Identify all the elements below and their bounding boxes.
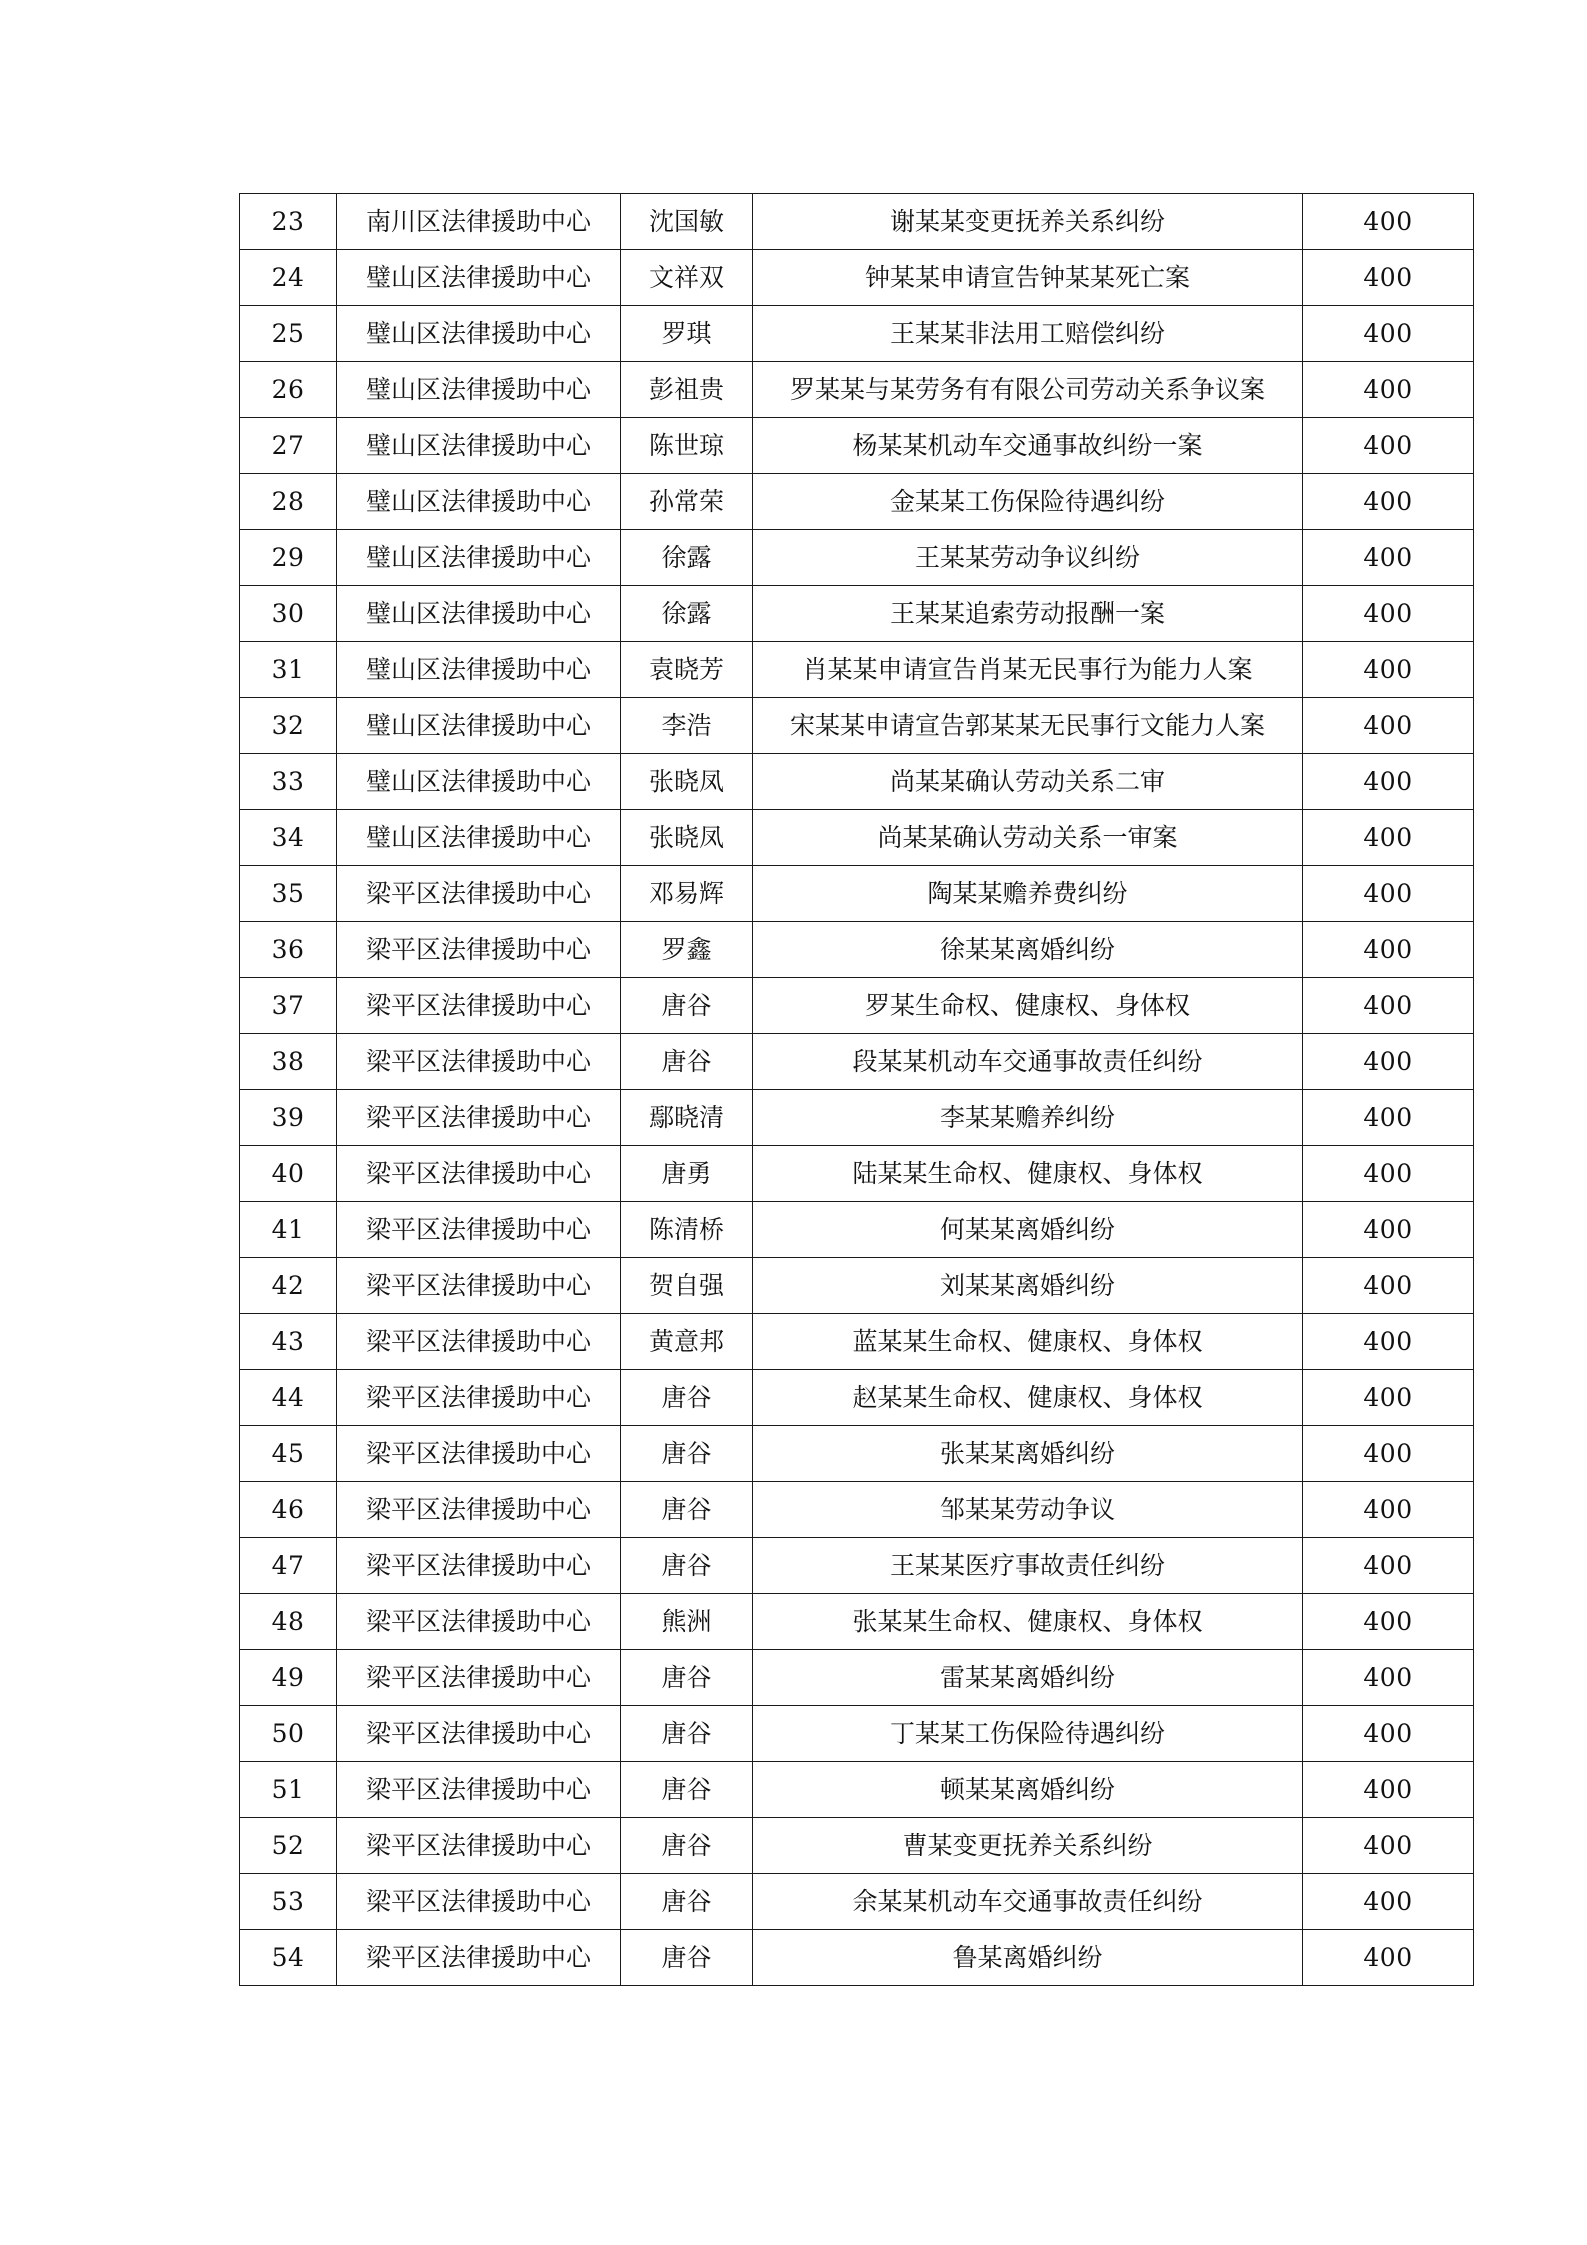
row-number: 52 (240, 1818, 337, 1874)
subsidy-amount: 400 (1303, 1314, 1474, 1370)
table-row (240, 1146, 1474, 1202)
lawyer-name: 唐谷 (621, 1930, 753, 1986)
table-row (240, 1034, 1474, 1090)
subsidy-amount: 400 (1303, 1090, 1474, 1146)
lawyer-name: 孙常荣 (621, 474, 753, 530)
table-row (240, 1930, 1474, 1986)
lawyer-name: 李浩 (621, 698, 753, 754)
legal-aid-case-table (239, 193, 1474, 1986)
table-row (240, 1538, 1474, 1594)
table-row (240, 418, 1474, 474)
aid-center-name: 梁平区法律援助中心 (337, 1034, 621, 1090)
aid-center-name: 璧山区法律援助中心 (337, 642, 621, 698)
aid-center-name: 梁平区法律援助中心 (337, 1762, 621, 1818)
lawyer-name: 陈清桥 (621, 1202, 753, 1258)
case-title: 王某某劳动争议纠纷 (753, 530, 1303, 586)
row-number: 35 (240, 866, 337, 922)
case-title: 宋某某申请宣告郭某某无民事行文能力人案 (753, 698, 1303, 754)
aid-center-name: 璧山区法律援助中心 (337, 362, 621, 418)
lawyer-name: 唐谷 (621, 1370, 753, 1426)
table-row (240, 866, 1474, 922)
aid-center-name: 璧山区法律援助中心 (337, 250, 621, 306)
subsidy-amount: 400 (1303, 474, 1474, 530)
case-title: 杨某某机动车交通事故纠纷一案 (753, 418, 1303, 474)
table-row (240, 1874, 1474, 1930)
lawyer-name: 唐谷 (621, 1482, 753, 1538)
table-row (240, 1090, 1474, 1146)
case-title: 尚某某确认劳动关系二审 (753, 754, 1303, 810)
aid-center-name: 梁平区法律援助中心 (337, 1706, 621, 1762)
row-number: 46 (240, 1482, 337, 1538)
case-title: 陆某某生命权、健康权、身体权 (753, 1146, 1303, 1202)
subsidy-amount: 400 (1303, 1034, 1474, 1090)
row-number: 28 (240, 474, 337, 530)
row-number: 40 (240, 1146, 337, 1202)
table-row (240, 754, 1474, 810)
aid-center-name: 梁平区法律援助中心 (337, 1650, 621, 1706)
lawyer-name: 唐谷 (621, 1874, 753, 1930)
lawyer-name: 罗鑫 (621, 922, 753, 978)
row-number: 53 (240, 1874, 337, 1930)
subsidy-amount: 400 (1303, 306, 1474, 362)
row-number: 41 (240, 1202, 337, 1258)
case-title: 罗某某与某劳务有有限公司劳动关系争议案 (753, 362, 1303, 418)
lawyer-name: 唐谷 (621, 1426, 753, 1482)
aid-center-name: 梁平区法律援助中心 (337, 1594, 621, 1650)
lawyer-name: 鄢晓清 (621, 1090, 753, 1146)
aid-center-name: 璧山区法律援助中心 (337, 754, 621, 810)
case-title: 金某某工伤保险待遇纠纷 (753, 474, 1303, 530)
row-number: 31 (240, 642, 337, 698)
subsidy-amount: 400 (1303, 250, 1474, 306)
lawyer-name: 唐谷 (621, 1706, 753, 1762)
row-number: 45 (240, 1426, 337, 1482)
lawyer-name: 唐谷 (621, 978, 753, 1034)
aid-center-name: 梁平区法律援助中心 (337, 1146, 621, 1202)
table-row (240, 1594, 1474, 1650)
case-title: 张某某离婚纠纷 (753, 1426, 1303, 1482)
row-number: 38 (240, 1034, 337, 1090)
subsidy-amount: 400 (1303, 1426, 1474, 1482)
lawyer-name: 张晓凤 (621, 754, 753, 810)
case-table-body (240, 194, 1474, 1986)
lawyer-name: 贺自强 (621, 1258, 753, 1314)
aid-center-name: 璧山区法律援助中心 (337, 698, 621, 754)
aid-center-name: 梁平区法律援助中心 (337, 1482, 621, 1538)
aid-center-name: 梁平区法律援助中心 (337, 1818, 621, 1874)
row-number: 34 (240, 810, 337, 866)
case-title: 丁某某工伤保险待遇纠纷 (753, 1706, 1303, 1762)
row-number: 54 (240, 1930, 337, 1986)
subsidy-amount: 400 (1303, 530, 1474, 586)
row-number: 44 (240, 1370, 337, 1426)
case-title: 陶某某赡养费纠纷 (753, 866, 1303, 922)
aid-center-name: 梁平区法律援助中心 (337, 978, 621, 1034)
aid-center-name: 璧山区法律援助中心 (337, 530, 621, 586)
lawyer-name: 文祥双 (621, 250, 753, 306)
aid-center-name: 璧山区法律援助中心 (337, 810, 621, 866)
table-row (240, 362, 1474, 418)
table-row (240, 978, 1474, 1034)
subsidy-amount: 400 (1303, 1818, 1474, 1874)
row-number: 33 (240, 754, 337, 810)
table-row (240, 1818, 1474, 1874)
row-number: 32 (240, 698, 337, 754)
table-row (240, 1706, 1474, 1762)
subsidy-amount: 400 (1303, 1874, 1474, 1930)
aid-center-name: 梁平区法律援助中心 (337, 922, 621, 978)
case-title: 顿某某离婚纠纷 (753, 1762, 1303, 1818)
row-number: 29 (240, 530, 337, 586)
table-row (240, 810, 1474, 866)
table-row (240, 530, 1474, 586)
row-number: 27 (240, 418, 337, 474)
row-number: 48 (240, 1594, 337, 1650)
row-number: 47 (240, 1538, 337, 1594)
subsidy-amount: 400 (1303, 698, 1474, 754)
row-number: 24 (240, 250, 337, 306)
lawyer-name: 徐露 (621, 586, 753, 642)
subsidy-amount: 400 (1303, 1762, 1474, 1818)
case-title: 赵某某生命权、健康权、身体权 (753, 1370, 1303, 1426)
aid-center-name: 南川区法律援助中心 (337, 194, 621, 250)
aid-center-name: 璧山区法律援助中心 (337, 474, 621, 530)
lawyer-name: 唐谷 (621, 1650, 753, 1706)
case-title: 蓝某某生命权、健康权、身体权 (753, 1314, 1303, 1370)
lawyer-name: 沈国敏 (621, 194, 753, 250)
aid-center-name: 璧山区法律援助中心 (337, 306, 621, 362)
table-row (240, 1314, 1474, 1370)
subsidy-amount: 400 (1303, 1370, 1474, 1426)
lawyer-name: 唐谷 (621, 1818, 753, 1874)
table-row (240, 1426, 1474, 1482)
table-row (240, 474, 1474, 530)
lawyer-name: 熊洲 (621, 1594, 753, 1650)
subsidy-amount: 400 (1303, 754, 1474, 810)
case-title: 张某某生命权、健康权、身体权 (753, 1594, 1303, 1650)
subsidy-amount: 400 (1303, 586, 1474, 642)
subsidy-amount: 400 (1303, 978, 1474, 1034)
case-title: 王某某追索劳动报酬一案 (753, 586, 1303, 642)
subsidy-amount: 400 (1303, 1706, 1474, 1762)
lawyer-name: 徐露 (621, 530, 753, 586)
table-row (240, 1370, 1474, 1426)
subsidy-amount: 400 (1303, 642, 1474, 698)
lawyer-name: 袁晓芳 (621, 642, 753, 698)
row-number: 43 (240, 1314, 337, 1370)
subsidy-amount: 400 (1303, 1258, 1474, 1314)
table-row (240, 922, 1474, 978)
row-number: 42 (240, 1258, 337, 1314)
subsidy-amount: 400 (1303, 866, 1474, 922)
aid-center-name: 璧山区法律援助中心 (337, 418, 621, 474)
case-title: 雷某某离婚纠纷 (753, 1650, 1303, 1706)
row-number: 23 (240, 194, 337, 250)
aid-center-name: 梁平区法律援助中心 (337, 1874, 621, 1930)
subsidy-amount: 400 (1303, 1146, 1474, 1202)
table-row (240, 1202, 1474, 1258)
aid-center-name: 梁平区法律援助中心 (337, 1202, 621, 1258)
lawyer-name: 邓易辉 (621, 866, 753, 922)
lawyer-name: 罗琪 (621, 306, 753, 362)
table-row (240, 698, 1474, 754)
row-number: 36 (240, 922, 337, 978)
row-number: 26 (240, 362, 337, 418)
subsidy-amount: 400 (1303, 1538, 1474, 1594)
case-title: 谢某某变更抚养关系纠纷 (753, 194, 1303, 250)
subsidy-amount: 400 (1303, 1482, 1474, 1538)
case-title: 何某某离婚纠纷 (753, 1202, 1303, 1258)
table-row (240, 306, 1474, 362)
subsidy-amount: 400 (1303, 1650, 1474, 1706)
lawyer-name: 彭祖贵 (621, 362, 753, 418)
aid-center-name: 梁平区法律援助中心 (337, 1370, 621, 1426)
row-number: 50 (240, 1706, 337, 1762)
row-number: 49 (240, 1650, 337, 1706)
aid-center-name: 梁平区法律援助中心 (337, 1258, 621, 1314)
subsidy-amount: 400 (1303, 922, 1474, 978)
table-row (240, 1258, 1474, 1314)
aid-center-name: 璧山区法律援助中心 (337, 586, 621, 642)
aid-center-name: 梁平区法律援助中心 (337, 1314, 621, 1370)
case-title: 李某某赡养纠纷 (753, 1090, 1303, 1146)
aid-center-name: 梁平区法律援助中心 (337, 1090, 621, 1146)
subsidy-amount: 400 (1303, 1594, 1474, 1650)
case-title: 肖某某申请宣告肖某无民事行为能力人案 (753, 642, 1303, 698)
table-row (240, 1650, 1474, 1706)
table-row (240, 194, 1474, 250)
subsidy-amount: 400 (1303, 810, 1474, 866)
subsidy-amount: 400 (1303, 362, 1474, 418)
lawyer-name: 唐谷 (621, 1034, 753, 1090)
row-number: 37 (240, 978, 337, 1034)
case-title: 钟某某申请宣告钟某某死亡案 (753, 250, 1303, 306)
table-row (240, 642, 1474, 698)
aid-center-name: 梁平区法律援助中心 (337, 1930, 621, 1986)
aid-center-name: 梁平区法律援助中心 (337, 1426, 621, 1482)
case-title: 王某某医疗事故责任纠纷 (753, 1538, 1303, 1594)
lawyer-name: 唐勇 (621, 1146, 753, 1202)
lawyer-name: 唐谷 (621, 1762, 753, 1818)
table-row (240, 586, 1474, 642)
case-title: 余某某机动车交通事故责任纠纷 (753, 1874, 1303, 1930)
table-row (240, 250, 1474, 306)
subsidy-amount: 400 (1303, 1202, 1474, 1258)
lawyer-name: 陈世琼 (621, 418, 753, 474)
case-title: 段某某机动车交通事故责任纠纷 (753, 1034, 1303, 1090)
row-number: 30 (240, 586, 337, 642)
row-number: 51 (240, 1762, 337, 1818)
lawyer-name: 黄意邦 (621, 1314, 753, 1370)
row-number: 39 (240, 1090, 337, 1146)
aid-center-name: 梁平区法律援助中心 (337, 866, 621, 922)
case-title: 尚某某确认劳动关系一审案 (753, 810, 1303, 866)
case-title: 徐某某离婚纠纷 (753, 922, 1303, 978)
case-title: 鲁某离婚纠纷 (753, 1930, 1303, 1986)
case-title: 邹某某劳动争议 (753, 1482, 1303, 1538)
case-title: 曹某变更抚养关系纠纷 (753, 1818, 1303, 1874)
lawyer-name: 张晓凤 (621, 810, 753, 866)
table-row (240, 1762, 1474, 1818)
row-number: 25 (240, 306, 337, 362)
subsidy-amount: 400 (1303, 418, 1474, 474)
table-row (240, 1482, 1474, 1538)
case-title: 罗某生命权、健康权、身体权 (753, 978, 1303, 1034)
case-title: 刘某某离婚纠纷 (753, 1258, 1303, 1314)
lawyer-name: 唐谷 (621, 1538, 753, 1594)
aid-center-name: 梁平区法律援助中心 (337, 1538, 621, 1594)
subsidy-amount: 400 (1303, 1930, 1474, 1986)
case-title: 王某某非法用工赔偿纠纷 (753, 306, 1303, 362)
subsidy-amount: 400 (1303, 194, 1474, 250)
